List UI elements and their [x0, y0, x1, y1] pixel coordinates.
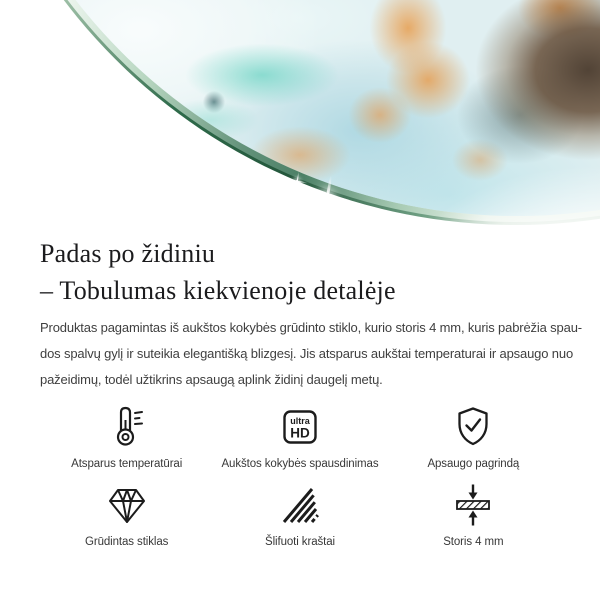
product-photo	[0, 0, 600, 228]
feature-print-quality	[213, 404, 386, 470]
page-title	[40, 235, 560, 309]
thermometer-icon	[104, 404, 150, 450]
diamond-icon	[104, 482, 150, 528]
feature-label: Aukštos kokybės spausdinimas	[221, 458, 379, 470]
feature-label: Atsparus temperatūrai	[71, 458, 183, 470]
shield-check-icon	[450, 404, 496, 450]
photo-white-fade	[0, 0, 600, 228]
polished-edges-icon	[277, 482, 323, 528]
description-line-3: pažeidimų, todėl užtikrins apsaugą aplink židinį daugelį metų.	[40, 372, 383, 387]
ultra-hd-icon-text-top: ultra	[290, 416, 310, 426]
feature-grid	[40, 404, 560, 548]
ultra-hd-icon	[277, 404, 323, 450]
feature-heat-resistant	[40, 404, 213, 470]
product-description	[40, 315, 582, 393]
feature-label: Storis 4 mm	[443, 536, 504, 548]
content-section	[0, 235, 600, 548]
feature-label: Grūdintas stiklas	[85, 536, 169, 548]
feature-label: Šlifuoti kraštai	[265, 536, 335, 548]
feature-label: Apsaugo pagrindą	[427, 458, 520, 470]
feature-tempered-glass	[40, 482, 213, 548]
description-line-1: Produktas pagamintas iš aukštos kokybės grūdinto stiklo, kurio storis 4 mm, kuris pabrėžia spau-	[40, 320, 582, 335]
thickness-icon	[450, 482, 496, 528]
feature-polished-edges	[213, 482, 386, 548]
title-line-1: Padas po židiniu	[40, 239, 216, 268]
feature-protects-base	[387, 404, 560, 470]
ultra-hd-icon-text-bottom: HD	[290, 425, 310, 441]
title-line-2: – Tobulumas kiekvienoje detalėje	[40, 276, 396, 305]
feature-thickness	[387, 482, 560, 548]
description-line-2: dos spalvų gylį ir suteikia elegantišką blizgesį. Jis atsparus aukštai temperaturai ir apsaugo nuo	[40, 346, 574, 361]
